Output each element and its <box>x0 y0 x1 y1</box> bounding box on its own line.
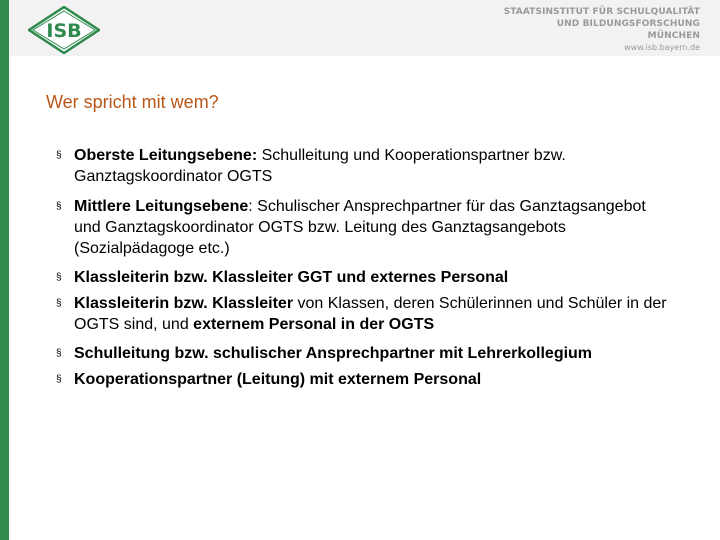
bullet-item <box>56 196 676 259</box>
bullet-text: : Schulischer Ansprechpartner für das Ganztagsangebot und Ganztagskoordinator OGTS bzw. Leitung des Ganztagsangebots (Sozialpädagoge etc.) <box>74 198 646 257</box>
isb-logo <box>28 6 100 54</box>
bullet-marker-icon: § <box>56 201 62 212</box>
bullet-text: Schulleitung und Kooperationspartner bzw. Ganztagskoordinator OGTS <box>74 147 566 185</box>
bullet-bold-text: Mittlere Leitungsebene <box>74 198 249 215</box>
institute-line-2: UND BILDUNGSFORSCHUNG <box>556 19 700 29</box>
logo-text: ISB <box>46 20 82 42</box>
institute-line-3: MÜNCHEN <box>647 31 700 41</box>
bullet-item <box>56 293 676 335</box>
green-side-bar <box>0 0 9 540</box>
bullet-bold-text: Klassleiterin bzw. Klassleiter GGT und externes Personal <box>74 269 509 286</box>
bullet-marker-icon: § <box>56 272 62 283</box>
bullet-bold-text: Klassleiterin bzw. Klassleiter <box>74 295 294 312</box>
bullet-marker-icon: § <box>56 150 62 161</box>
bullet-bold-text: Schulleitung bzw. schulischer Ansprechpartner mit Lehrerkollegium <box>74 345 593 362</box>
bullet-bold-text: Oberste Leitungsebene: <box>74 147 258 164</box>
institute-line-1: STAATSINSTITUT FÜR SCHULQUALITÄT <box>503 7 700 17</box>
bullet-marker-icon: § <box>56 348 62 359</box>
bullet-bold-text: Kooperationspartner (Leitung) mit externem Personal <box>74 371 482 388</box>
institute-website: www.isb.bayern.de <box>624 43 700 52</box>
slide-title: Wer spricht mit wem? <box>46 92 219 112</box>
header-bar <box>9 0 720 56</box>
bullet-list <box>56 145 676 390</box>
bullet-text: von Klassen, deren Schülerinnen und Schüler in der OGTS sind, und <box>74 295 667 333</box>
bullet-item <box>56 267 676 288</box>
bullet-item <box>56 343 676 364</box>
bullet-item <box>56 145 676 187</box>
bullet-marker-icon: § <box>56 374 62 385</box>
bullet-item <box>56 369 676 390</box>
bullet-marker-icon: § <box>56 298 62 309</box>
bullet-bold-text-2: externem Personal in der OGTS <box>193 316 435 333</box>
institute-name <box>440 6 700 54</box>
